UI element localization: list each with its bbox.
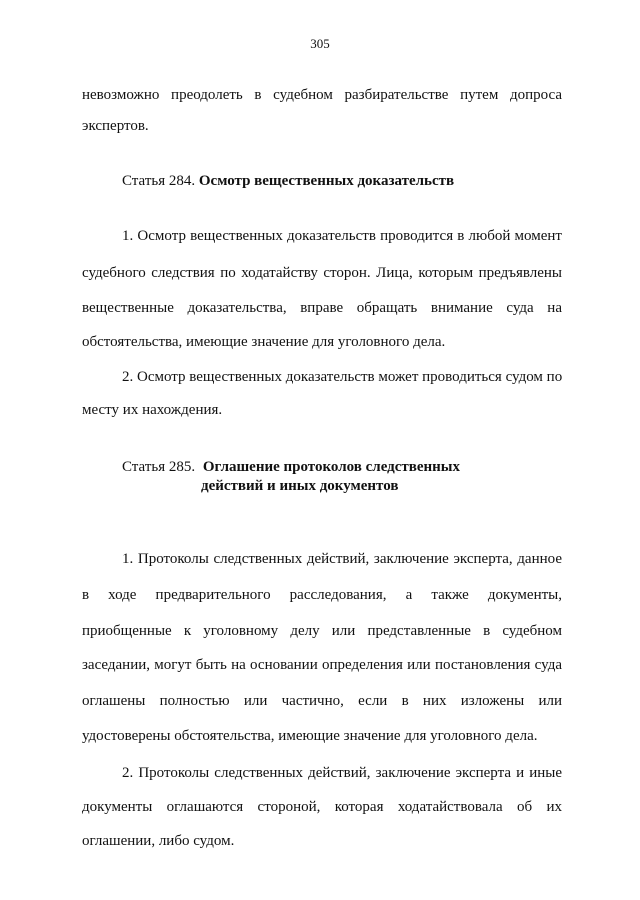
article-284-title: Осмотр вещественных доказательств	[198, 173, 455, 189]
article-285-p2-line-1: 2. Протоколы следственных действий, заключение эксперта и иные	[122, 765, 562, 781]
article-285-p1-line-2: в ходе предварительного расследования, а также документы,	[82, 587, 562, 603]
article-284-p1-line-1: 1. Осмотр вещественных доказательств проводится в любой момент	[122, 228, 562, 244]
intro-line-2: экспертов.	[82, 118, 149, 134]
article-285-heading	[122, 458, 460, 476]
article-284-p1-line-3: вещественные доказательства, вправе обращать внимание суда на	[82, 300, 562, 316]
article-284-label: Статья 284.	[122, 173, 196, 189]
article-285-p2-line-3: оглашении, либо судом.	[82, 833, 235, 849]
article-284-p2-line-1: 2. Осмотр вещественных доказательств может проводиться судом по	[122, 369, 563, 385]
article-285-p2-line-2: документы оглашаются стороной, которая ходатайствовала об их	[82, 799, 562, 815]
article-284-heading	[122, 172, 454, 190]
article-285-p1-line-6: удостоверены обстоятельства, имеющие значение для уголовного дела.	[82, 728, 538, 744]
article-285-title-line-2: действий и иных документов	[201, 478, 399, 494]
article-285-p1-line-3: приобщенные к уголовному делу или представленные в судебном	[82, 623, 562, 639]
article-285-title-line-1: Оглашение протоколов следственных	[202, 459, 461, 475]
article-285-label: Статья 285.	[122, 459, 196, 475]
article-285-p1-line-5: оглашены полностью или частично, если в них изложены или	[82, 693, 562, 709]
article-284-p2-line-2: месту их нахождения.	[82, 402, 223, 418]
article-284-p1-line-2: судебного следствия по ходатайству сторон. Лица, которым предъявлены	[82, 265, 562, 281]
article-285-p1-line-1: 1. Протоколы следственных действий, заключение эксперта, данное	[122, 551, 562, 567]
intro-line-1: невозможно преодолеть в судебном разбирательстве путем допроса	[82, 87, 562, 103]
page-number: 305	[310, 36, 330, 51]
article-284-p1-line-4: обстоятельства, имеющие значение для уголовного дела.	[82, 334, 446, 350]
article-285-p1-line-4: заседании, могут быть на основании определения или постановления суда	[82, 657, 562, 673]
